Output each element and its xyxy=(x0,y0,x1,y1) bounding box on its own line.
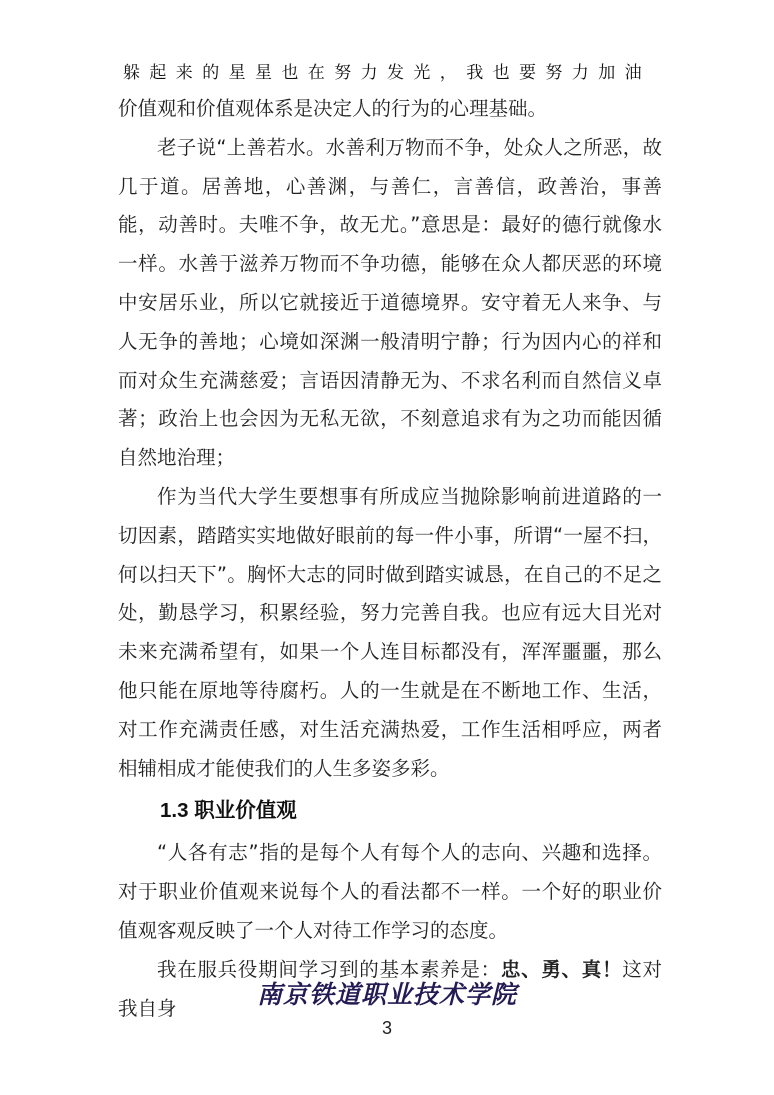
core-values-emphasis: 忠、勇、真！ xyxy=(500,957,623,981)
paragraph-career-values: “人各有志”指的是每个人有每个人的志向、兴趣和选择。对于职业价值观来说每个人的看法都不一样。一个好的职业价值观客观反映了一个人对待工作学习的态度。 xyxy=(118,841,662,942)
paragraph-laozi-quote: 老子说“上善若水。水善利万物而不争，处众人之所恶，故几于道。居善地，心善渊，与善仁，言善信，政善治，事善能，动善时。夫唯不争，故无尤。”意思是：最好的德行就像水一样。水善于滋养万物而不争功德，能够在众人都厌恶的环境中安居乐业，所以它就接近于道德境界。安守着无人来争、与人无争的善地；心境如深渊一般清明宁静；行为因内心的祥和而对众生充满慈爱；言语因清静无为、不求名利而自然信义卓著；政治上也会因为无私无欲，不刻意追求有为之功而能因循自然地治理； xyxy=(118,135,662,470)
military-text-end: 这对我自身 xyxy=(118,957,662,1020)
paragraph-student-goals: 作为当代大学生要想事有所成应当抛除影响前进道路的一切因素，踏踏实实地做好眼前的每一件小事，所谓“一屋不扫，何以扫天下”。胸怀大志的同时做到踏实诚恳，在自己的不足之处，勤恳学习，积累经验，努力完善自我。也应有远大目光对未来充满希望有，如果一个人连目标都没有，浑浑噩噩，那么他只能在原地等待腐朽。人的一生就是在不断地工作、生活，对工作充满责任感，对生活充满热爱，工作生活相呼应，两者相辅相成才能使我们的人生多姿多彩。 xyxy=(118,484,662,780)
section-heading: 1.3 职业价值观 xyxy=(160,799,297,823)
page-number: 3 xyxy=(381,1018,392,1038)
page-header: 躲起来的星星也在努力发光，我也要努力加油 xyxy=(123,63,651,83)
document-body xyxy=(118,90,662,1028)
college-logo: 南京铁道职业技术学院 xyxy=(256,980,517,1009)
military-text-start: 我在服兵役期间学习到的基本素养是： xyxy=(157,957,501,981)
paragraph-values-basis: 价值观和价值观体系是决定人的行为的心理基础。 xyxy=(118,97,548,120)
